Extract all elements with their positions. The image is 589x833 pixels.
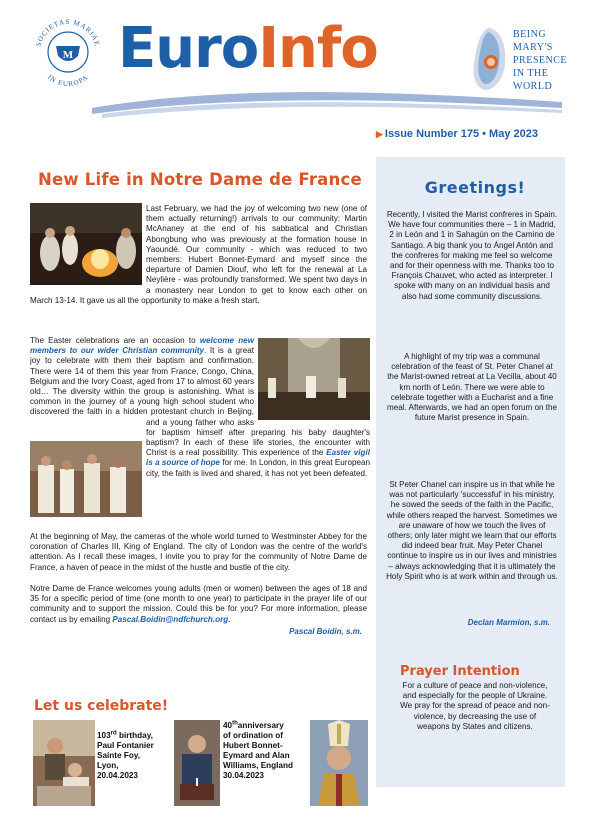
- float-spacer-photo-3: [30, 442, 146, 524]
- easter-vigil-highlight: Easter vigil is a source of hope: [146, 448, 370, 468]
- svg-text:M: M: [62, 49, 74, 61]
- svg-text:SOCIETAS MARIAE: SOCIETAS MARIAE: [34, 17, 102, 48]
- issue-number: ▶ Issue Number 175 • May 2023: [376, 128, 538, 140]
- triangle-bullet-icon: ▶: [376, 129, 383, 139]
- welcome-new-members-highlight: welcome new members to our wider Christian community: [30, 336, 254, 356]
- article-paragraph-1-overflow: a monastery near London to get to know each other on March 13-14. It gave us all the opportunity to make a fresh start.: [30, 286, 367, 305]
- article-signature: Pascal Boidin, s.m.: [289, 627, 362, 636]
- caption-40th-anniversary: 40thanniversary of ordination of Hubert Bonnet- Eymard and Alan Williams, England 30.04.2023: [223, 720, 293, 780]
- prayer-intention-text: For a culture of peace and non-violence, and especially for the people of Ukraine. We pray for the spread of peace and non-violence, by decreasing the use of weapons by States and citizens.: [400, 681, 550, 731]
- float-spacer-photo-2: [254, 336, 370, 422]
- greetings-paragraph-3: St Peter Chanel can inspire us in that while he was not particularly 'successful' in his ministry, he sowed the seeds of the faith in the Pacific, while others reaped the harvest. Sometimes we are unaware of how we touch the lives of others; only later might we learn that our efforts did indeed bear fruit. May Peter Chanel continue to inspire us in our lives and ministries – always acknowledging that it is ultimately the Holy Spirit who is at work within and through us.: [386, 480, 558, 581]
- marys-presence-text: BEING MARY'S PRESENCE IN THE WORLD: [513, 29, 568, 92]
- greetings-paragraph-2: A highlight of my trip was a communal celebration of the feast of St. Peter Chanel at the Marist-owned retreat at La Vecilla, about 40 km north of León. There we were able to celebrate together with a Eucharist and a fine meal. Afterwards, we had an open forum on the future Marist presence in Spain.: [386, 352, 558, 423]
- birthday-party-photo: [33, 720, 95, 806]
- article-paragraph-2: The Easter celebrations are an occasion to welcome new members to our wider Christian community. It is a great joy to celebrate with them their baptism and confirmation. There were 14 of them this year from France, Congo, China, Belgium and the Ivory Coast, aged from 17 to almost 60 years old… The diversity within the group is astonishing. What is common in the journey of a young high school student who discovered the faith in a hidden protestant church in Beijing, and a young father who asks for baptism himself after preparing his baby daughter's baptism? In each of these life stories, the encounter with Christ is a real possibility. This experience of the Easter vigil is a source of hope for me. In London, in this great European city, the faith is lived and shared, it has not yet been defeated.: [30, 336, 370, 524]
- easter-fire-photo: [30, 203, 142, 285]
- article-paragraph-1: Last February, we had the joy of welcoming two new (one of them actually returning!) arrivals to our community: Martin McAnaney at the end of his sabbatical and Christian Abongbung who was previously at the formation house in Yaoundé. Our community - which was reduced to two members: Hubert Bonnet-Eymard and myself since the departure of Damien Diouf, who left for the renewal at La Neylière - was profoundly transformed. We spent two days in: [146, 204, 367, 285]
- greetings-title: Greetings!: [424, 178, 526, 197]
- bishop-portrait-photo: [310, 720, 368, 806]
- brand-info: Info: [258, 16, 378, 81]
- caption-103rd-birthday: 103rd birthday, Paul Fontanier Sainte Foy, Lyon, 20.04.2023: [97, 730, 154, 780]
- marys-presence-logo: [467, 24, 577, 100]
- brand-euro: Euro: [118, 16, 259, 81]
- greetings-paragraph-1: Recently, I visited the Marist confreres in Spain. We have four communities there – 1 in Madrid, 2 in León and 1 in Sahagún on the Camino de Santiago. A big thank you to Ángel Antón and the confreres for making me feel so welcome and for their openness with me. Thanks too to François Chauvet, who acted as interpreter. I spoke with many on an individual basis and also had some community discussions.: [386, 210, 558, 301]
- article-title: New Life in Notre Dame de France: [38, 170, 362, 189]
- article-paragraph-1-continued: [30, 286, 367, 328]
- newsletter-brand: [118, 14, 448, 84]
- prayer-intention-title: Prayer Intention: [400, 664, 520, 679]
- celebrate-title: Let us celebrate!: [34, 698, 169, 714]
- svg-text:IN EUROPA: IN EUROPA: [46, 73, 90, 89]
- contact-email-link[interactable]: Pascal.Boidin@ndfchurch.org: [112, 614, 229, 624]
- anniversary-cake-photo: [174, 720, 220, 806]
- article-paragraph-4: Notre Dame de France welcomes young adults (men or women) between the ages of 18 and 35 for a specific period of time (one month to one year) to participate in the prayer life of our community and to support the mission. Could this be for you? For more information, please contact us by emailing Pascal.Boidin@ndfchurch.org.: [30, 584, 367, 624]
- greetings-signature: Declan Marmion, s.m.: [467, 618, 550, 627]
- madonna-figure-icon: [467, 24, 511, 94]
- article-paragraph-3: At the beginning of May, the cameras of the whole world turned to Westminster Abbey for the coronation of Charles III, King of England. The city of London was the centre of the world's attention. As I recall these images, I invite you to pray for the community of Notre Dame de France, a haven of peace in the midst of the hustle and bustle of the city.: [30, 532, 367, 572]
